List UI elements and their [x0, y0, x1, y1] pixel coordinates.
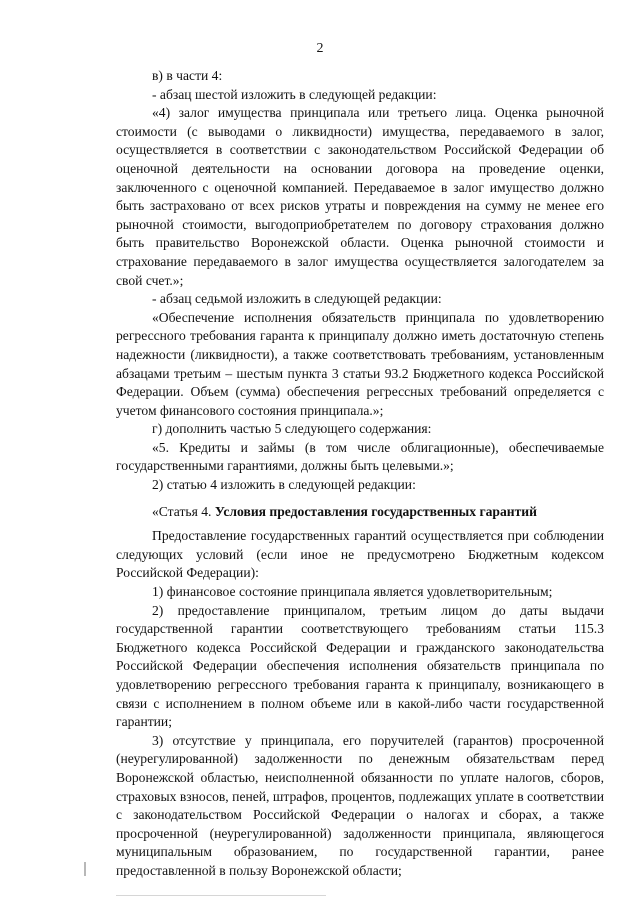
paragraph-seventh-indent-intro: - абзац седьмой изложить в следующей редакции:: [152, 291, 442, 307]
article-heading-prefix: «Статья 4.: [152, 503, 215, 519]
paragraph-article-4-intro: 2) статью 4 изложить в следующей редакции:: [152, 477, 416, 493]
paragraph-add-part-5: г) дополнить частью 5 следующего содержания:: [152, 421, 432, 437]
paragraph-condition-1: 1) финансовое состояние принципала является удовлетворительным;: [152, 584, 553, 600]
footer-rule: [116, 895, 326, 896]
paragraph-condition-3: 3) отсутствие у принципала, его поручителей (гарантов) просроченной (неурегулированной) задолженности по денежным обязательствам перед Воронежской областью, неисполненной обязанности по уплате налогов, сборов, страховых взносов, пеней, штрафов, процентов, подлежащих уплате в соответствии с законодательством Российской Федерации о налогах и сборах, а также просроченной (неурегулированной) задолженности принципала, являющегося муниципальным образованием, по государственной гарантии, ранее предоставленной в пользу Воронежской области;: [116, 732, 604, 878]
paragraph-condition-2: 2) предоставление принципалом, третьим лицом до даты выдачи государственной гарантии соответствующего требованиям статьи 115.3 Бюджетного кодекса Российской Федерации и гражданского законодательства Российской Федерации обеспечения исполнения обязательств принципала по удовлетворению регрессного требования гаранта к принципалу, возникающего в связи с исполнением в полном объеме или в какой-либо части государственной гарантии;: [116, 602, 604, 730]
paragraph-collateral: «4) залог имущества принципала или третьего лица. Оценка рыночной стоимости (с выводами о ликвидности) имущества, передаваемого в залог, осуществляется в соответствии с законодательством Российской Федерации об оценочной деятельности на основании договора на проведение оценки, заключенного с оценочной компанией. Передаваемое в залог имущество должно быть застраховано от всех рисков утраты и повреждения на сумму не менее его рыночной стоимости, выгодоприобретателем по договору страхования должно быть правительство Воронежской области. Оценка рыночной стоимости и страхование передаваемого в залог имущества осуществляется залогодателем за свой счет.»;: [116, 105, 604, 288]
paragraph-loans-targeted: «5. Кредиты и займы (в том числе облигационные), обеспечиваемые государственными гарантиями, должны быть целевыми.»;: [116, 439, 604, 474]
paragraph-obligation-security: «Обеспечение исполнения обязательств принципала по удовлетворению регрессного требования гаранта к принципалу должно иметь достаточную степень надежности (ликвидности), а также соответствовать требованиям, установленным абзацами третьим – шестым пункта 3 статьи 93.2 Бюджетного кодекса Российской Федерации. Объем (сумма) обеспечения регрессных требований определяется с учетом финансового состояния принципала.»;: [116, 309, 604, 418]
article-heading: [116, 503, 604, 522]
paragraph-conditions-intro: Предоставление государственных гарантий осуществляется при соблюдении следующих условий (если иное не предусмотрено Бюджетным кодексом Российской Федерации):: [116, 528, 604, 581]
margin-mark: [84, 862, 86, 876]
article-heading-title: Условия предоставления государственных гарантий: [214, 503, 537, 519]
paragraph-sixth-indent-intro: - абзац шестой изложить в следующей редакции:: [152, 86, 437, 102]
paragraph-part-4: в) в части 4:: [152, 68, 223, 83]
document-body: [116, 67, 604, 881]
page-number: 2: [316, 41, 324, 56]
